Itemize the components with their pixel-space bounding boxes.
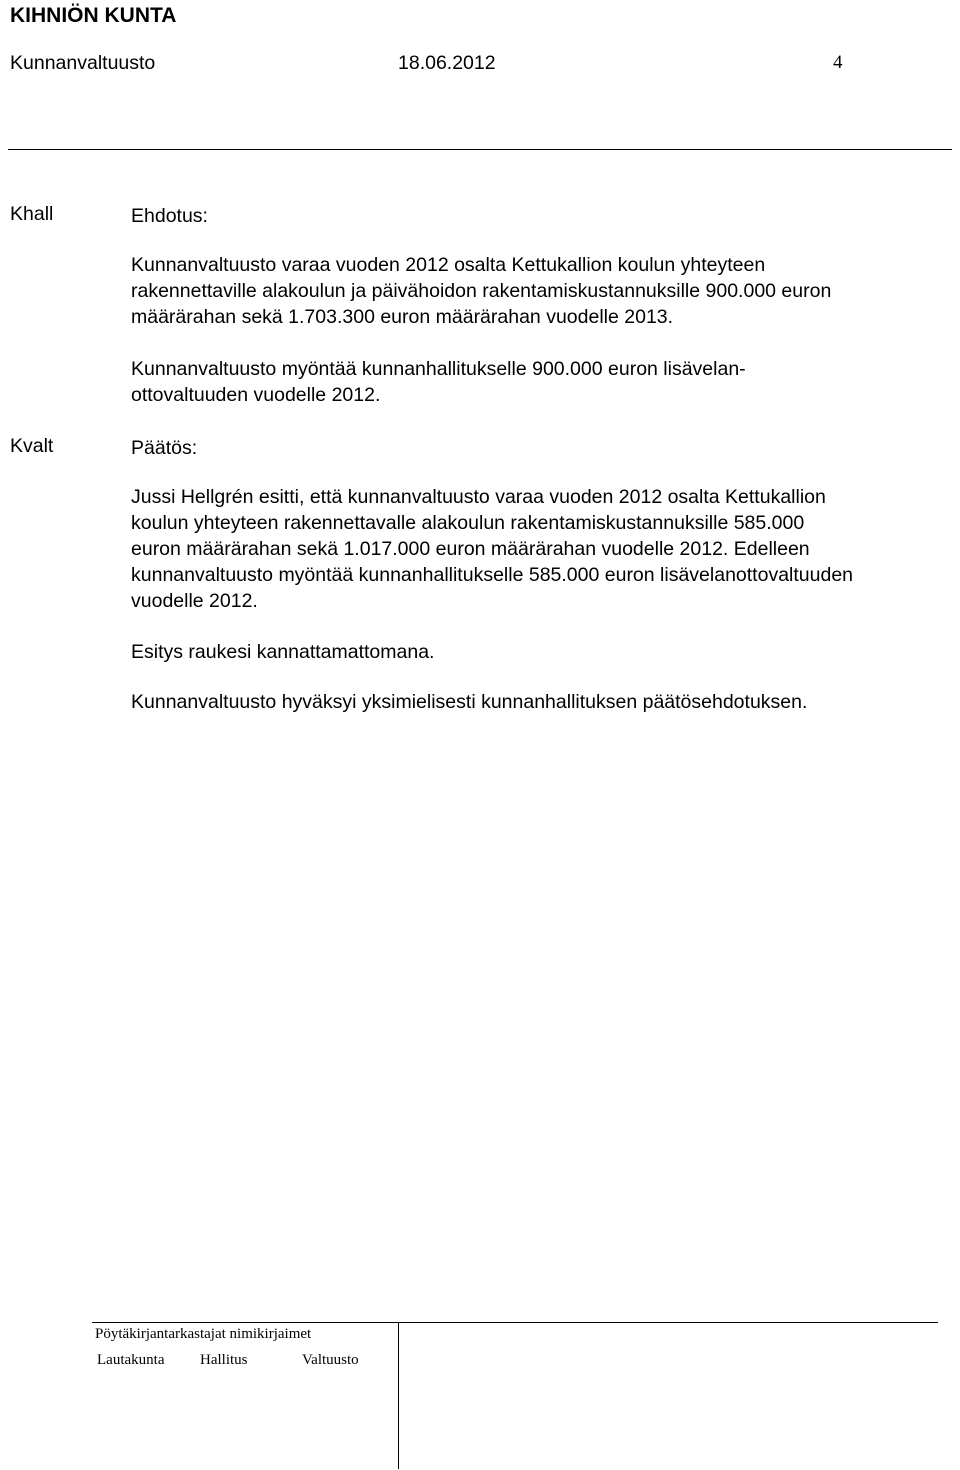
kvalt-decision: Kunnanvaltuusto hyväksyi yksimielisesti kunnanhallituksen päätösehdotuksen. xyxy=(131,691,808,713)
text-line: määrärahan sekä 1.703.300 euron määrärahan vuodelle 2013. xyxy=(131,306,674,328)
text-line: rakennettaville alakoulun ja päivähoidon rakentamiskustannuksille 900.000 euron xyxy=(131,280,832,302)
khall-paragraph-2 xyxy=(131,356,746,408)
text-line: Kunnanvaltuusto myöntää kunnanhallitukselle 900.000 euron lisävelan- xyxy=(131,358,746,380)
meeting-date: 18.06.2012 xyxy=(398,52,496,74)
footer-col-lautakunta: Lautakunta xyxy=(97,1352,165,1368)
kvalt-paragraph-1 xyxy=(131,484,853,614)
text-line: koulun yhteyteen rakennettavalle alakoulun rakentamiskustannuksille 585.000 xyxy=(131,512,805,534)
text-line: Jussi Hellgrén esitti, että kunnanvaltuusto varaa vuoden 2012 osalta Kettukallion xyxy=(131,486,826,508)
text-line: ottovaltuuden vuodelle 2012. xyxy=(131,384,381,406)
text-line: kunnanvaltuusto myöntää kunnanhallitukselle 585.000 euron lisävelanottovaltuuden xyxy=(131,564,854,586)
khall-heading: Ehdotus: xyxy=(131,205,208,227)
text-line: Kunnanvaltuusto varaa vuoden 2012 osalta Kettukallion koulun yhteyteen xyxy=(131,254,766,276)
text-line: euron määrärahan sekä 1.017.000 euron määrärahan vuodelle 2012. Edelleen xyxy=(131,538,810,560)
page-number: 4 xyxy=(833,52,843,73)
kvalt-result: Esitys raukesi kannattamattomana. xyxy=(131,641,435,663)
footer-col-hallitus: Hallitus xyxy=(200,1352,248,1368)
khall-label: Khall xyxy=(10,203,54,225)
kvalt-heading: Päätös: xyxy=(131,437,198,459)
text-line: vuodelle 2012. xyxy=(131,590,258,612)
meeting-body: Kunnanvaltuusto xyxy=(10,52,156,74)
header-divider xyxy=(8,149,952,150)
footer-col-valtuusto: Valtuusto xyxy=(302,1352,359,1368)
kvalt-label: Kvalt xyxy=(10,435,54,457)
footer-title: Pöytäkirjantarkastajat nimikirjaimet xyxy=(95,1326,312,1342)
footer-signature-box xyxy=(92,1322,399,1469)
organization-name: KIHNIÖN KUNTA xyxy=(10,4,177,27)
khall-paragraph-1 xyxy=(131,252,831,330)
